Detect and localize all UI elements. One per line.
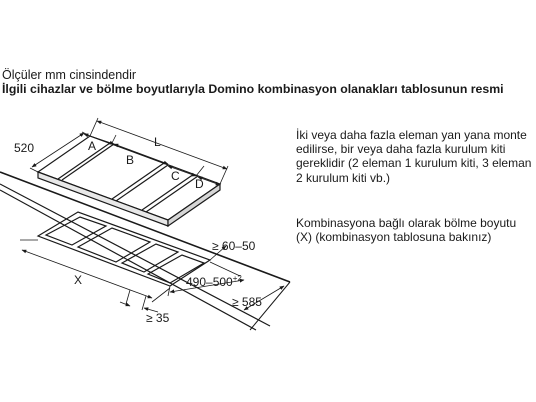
installation-kit-note: İki veya daha fazla eleman yan yana monte edilirse, bir veya daha fazla kurulum kiti gereklidir (2 eleman 1 kurulum kiti, 3 eleman 2 kurulum kiti vb.) xyxy=(296,128,532,185)
cutout-size-note: Kombinasyona bağlı olarak bölme boyutu (X) (kombinasyon tablosuna bakınız) xyxy=(296,216,517,245)
counter-depth-label: ≥ 585 xyxy=(232,295,262,309)
cutout-width-label: X xyxy=(74,273,83,287)
depth-label: 520 xyxy=(14,141,35,155)
module-d-label: D xyxy=(195,177,204,191)
units-note: Ölçüler mm cinsindendir xyxy=(2,68,137,82)
overall-length-label: L xyxy=(154,135,161,149)
module-c-label: C xyxy=(171,169,180,183)
rear-gap-label: ≥ 60–50 xyxy=(212,239,256,253)
diagram-title: İlgili cihazlar ve bölme boyutlarıyla Domino kombinasyon olanakları tablosunun resmi xyxy=(2,82,504,96)
cutout-slot-c xyxy=(122,244,178,272)
side-gap-label: ≥ 35 xyxy=(146,311,170,325)
cutout-depth-label: $490-500^{+2}$ xyxy=(186,274,242,289)
module-a-label: A xyxy=(88,139,97,153)
module-b-label: B xyxy=(126,153,135,167)
